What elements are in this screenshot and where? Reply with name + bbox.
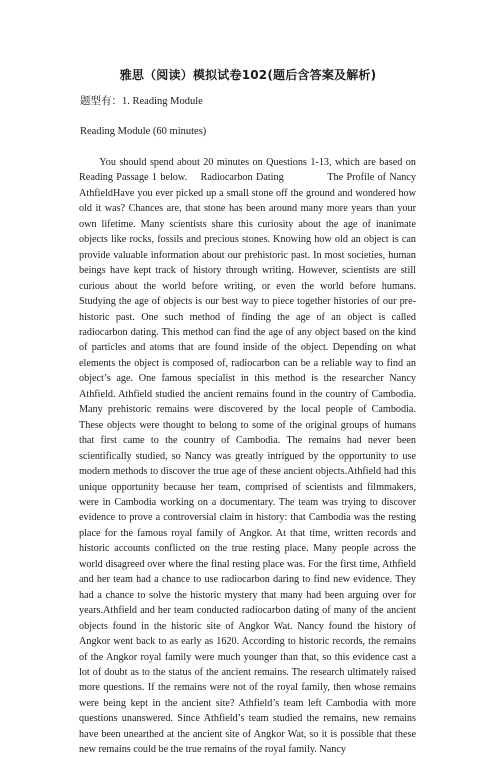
reading-passage-text: You should spend about 20 minutes on Questions 1-13, which are based on Reading Passage 1 below. Radiocarbon Dating The Profile of Nancy AthfieldHave you ever picked up a small stone off the ground and wondered how old it was? Chances are, that stone has been around many more years than your own lifetime. Many scientists share this curiosity about the age of inanimate objects like rocks, fossils and precious stones. Knowing how old an object is can provide valuable information about our prehistoric past. In most societies, human beings have kept track of history through writing. However, scientists are still curious about the world before writing, or even the world before humans. Studying the age of objects is our best way to piece together histories of our pre-historic past. One such method of finding the age of an object is called radiocarbon dating. This method can find the age of any object based on the kind of particles and atoms that are found inside of the object. Depending on what elements the object is composed of, radiocarbon can be a reliable way to find an object’s age. One famous specialist in this method is the researcher Nancy Athfield. Athfield studied the ancient remains found in the country of Cambodia. Many prehistoric remains were discovered by the local people of Cambodia. These objects were thought to belong to some of the original groups of humans that first came to the country of Cambodia. The remains had never been scientifically studied, so Nancy was greatly intrigued by the opportunity to use modern methods to discover the true age of these ancient objects.Athfield had this unique opportunity because her team, comprised of scientists and filmmakers, were in Cambodia working on a documentary. The team was trying to discover evidence to prove a controversial claim in history: that Cambodia was the resting place for the famous royal family of Angkor. At that time, written records and historic accounts conflicted on the true resting place. Many people across the world disagreed over where the final resting place was. For the first time, Athfield and her team had a chance to use radiocarbon daring to find new evidence. They had a chance to solve the historic mystery that many had been arguing over for years.Athfield and her team conducted radiocarbon dating of many of the ancient objects found in the historic site of Angkor Wat. Nancy found the history of Angkor went back to as early as 1620. According to historic records, the remains of the Angkor royal family were much younger than that, so this evidence cast a lot of doubt as to the status of the ancient remains. The research ultimately raised more questions. If the remains were not of the royal family, then whose remains were being kept in the ancient site? Athfield’s team left Cambodia with more questions unanswered. Since Athfield’s team studied the remains, new remains have been unearthed at the ancient site of Angkor Wat, so it is possible that these new remains could be the true remains of the royal family. Nancy: [79, 157, 416, 756]
document-title: 雅思（阅读）模拟试卷102(题后含答案及解析): [119, 68, 377, 82]
module-heading: Reading Module (60 minutes): [80, 126, 207, 137]
question-type-label: 题型有：1. Reading Module: [80, 96, 203, 107]
